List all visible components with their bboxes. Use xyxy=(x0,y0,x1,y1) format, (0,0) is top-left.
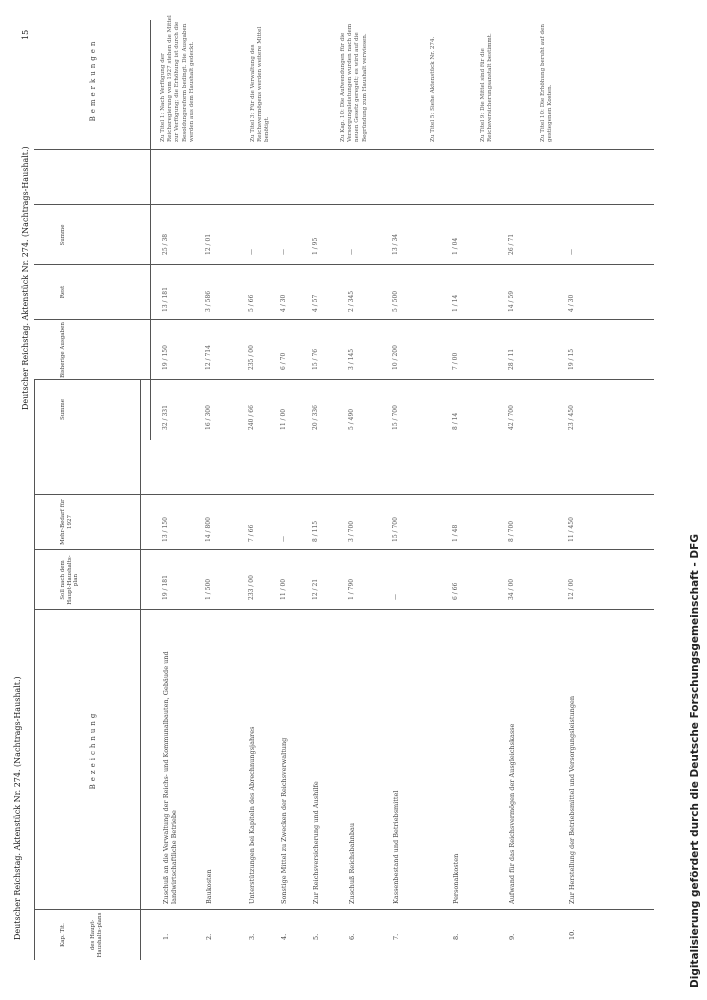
remark-text: Zu Titel 5: Siehe Aktenstück Nr. 274. xyxy=(430,36,436,142)
row-rest: 4 / 30 xyxy=(280,294,287,312)
row-rest: 5 / 66 xyxy=(248,294,255,312)
remark-text: Zu Titel 9: Die Mittel sind für die Reichsversicherungsanstalt bestimmt. xyxy=(480,33,494,142)
row-zahl: 13 / 34 xyxy=(392,233,399,255)
row-label: Unterstützungen bei Kapiteln des Abrechnungsjahres xyxy=(248,726,256,904)
row-summe: 42 / 700 xyxy=(508,405,515,430)
col-divider xyxy=(34,149,654,150)
row-summe: 8 / 14 xyxy=(452,412,459,430)
row-summe: 20 / 336 xyxy=(312,405,319,430)
col-header-rest: Rest xyxy=(60,285,66,299)
row-number: 7. xyxy=(392,933,400,940)
col-header-nr: Kap. Tit. xyxy=(60,923,66,947)
remark-text: Zu Kap. 10: Die Aufwendungen für die Versorgungsleistungen wurden nach dem neuen Gesetz geregelt; es wird auf die Begründung zum Haushalt verwiesen. xyxy=(340,23,368,142)
col-header-bemerkungen: Bemerkungen xyxy=(89,38,97,122)
row-number: 2. xyxy=(205,933,213,940)
row-mehr: — xyxy=(280,536,287,542)
row-bisher: 7 / 00 xyxy=(452,352,459,370)
row-zahl: 1 / 04 xyxy=(452,237,459,255)
row-mehr: 7 / 66 xyxy=(248,524,255,542)
row-bisher: 6 / 70 xyxy=(280,352,287,370)
row-bisher: 10 / 200 xyxy=(392,345,399,370)
row-soll: — xyxy=(392,594,399,600)
row-rest: 4 / 30 xyxy=(568,294,575,312)
row-rest: 1 / 14 xyxy=(452,294,459,312)
page-header-right: Deutscher Reichstag. Aktenstück Nr. 274. (Nachtrags-Haushalt.) xyxy=(21,146,30,410)
row-soll: 19 / 181 xyxy=(162,575,169,600)
row-summe: 5 / 490 xyxy=(348,408,355,430)
row-zahl: — xyxy=(568,249,575,255)
row-bisher: 15 / 76 xyxy=(312,348,319,370)
row-soll: 1 / 500 xyxy=(205,578,212,600)
row-bisher: 28 / 11 xyxy=(508,348,515,370)
row-zahl: 26 / 71 xyxy=(508,233,515,255)
row-label: Zuschuß an die Verwaltung der Reichs- und Kommunalbauten, Gebäude und landwirtschaftliche Betriebe xyxy=(162,651,178,904)
row-number: 5. xyxy=(312,933,320,940)
row-label: Kassenbestand und Betriebsmittel xyxy=(392,790,400,904)
row-label: Personalkosten xyxy=(452,853,460,904)
remark-text: Zu Titel 1: Nach Verfügung der Reichsregierung vom 1927 stehen die Mittel zur Verfügung; die Erhöhung ist durch die Besoldungsreform bedingt. Die Ausgaben werden aus dem Haushalt gedeckt. xyxy=(160,15,195,142)
row-rest: 3 / 586 xyxy=(205,290,212,312)
row-summe: 23 / 450 xyxy=(568,405,575,430)
row-bisher: 19 / 15 xyxy=(568,348,575,370)
page-number: 15 xyxy=(21,29,30,40)
watermark-text xyxy=(686,8,704,992)
row-mehr: 1 / 48 xyxy=(452,524,459,542)
row-mehr: 15 / 700 xyxy=(392,517,399,542)
remark-text: Zu Titel 3: Für die Verwaltung des Reichsvermögens werden weitere Mittel benötigt. xyxy=(250,26,271,142)
page-header-left: Deutscher Reichstag. Aktenstück Nr. 274. (Nachtrags-Haushalt.) xyxy=(13,676,22,940)
row-label: Aufwand für das Reichsvermögen der Ausgleichskasse xyxy=(508,723,516,904)
row-rest: 2 / 345 xyxy=(348,290,355,312)
row-zahl: 25 / 38 xyxy=(162,233,169,255)
row-bisher: 12 / 714 xyxy=(205,345,212,370)
watermark-label: Digitalisierung gefördert durch die Deutsche Forschungsgemeinschaft - DFG xyxy=(689,534,701,988)
row-mehr: 14 / 800 xyxy=(205,517,212,542)
row-number: 1. xyxy=(162,933,170,940)
col-divider xyxy=(34,204,654,205)
col-header-mehr: Mehr-Bedarf für 1927 xyxy=(60,499,73,545)
row-mehr: 8 / 700 xyxy=(508,520,515,542)
row-bisher: 3 / 145 xyxy=(348,348,355,370)
row-summe: 32 / 331 xyxy=(162,405,169,430)
row-rest: 5 / 500 xyxy=(392,290,399,312)
col-header-summe-2: Summe xyxy=(60,224,66,246)
row-zahl: — xyxy=(280,249,287,255)
row-soll: 12 / 21 xyxy=(312,578,319,600)
row-zahl: — xyxy=(348,249,355,255)
table-top-rule xyxy=(34,380,35,960)
row-number: 8. xyxy=(452,933,460,940)
row-summe: 16 / 300 xyxy=(205,405,212,430)
col-divider xyxy=(34,494,654,495)
row-number: 10. xyxy=(568,929,576,940)
row-soll: 6 / 66 xyxy=(452,582,459,600)
col-divider xyxy=(34,909,654,910)
watermark-strip xyxy=(686,8,704,992)
col-divider xyxy=(34,319,654,320)
row-number: 9. xyxy=(508,933,516,940)
col-divider xyxy=(34,609,654,610)
row-soll: 11 / 00 xyxy=(280,578,287,600)
row-soll: 1 / 790 xyxy=(348,578,355,600)
row-bisher: 19 / 150 xyxy=(162,345,169,370)
row-summe: 11 / 00 xyxy=(280,408,287,430)
row-label: Zur Reichsversicherung und Aushilfe xyxy=(312,781,320,904)
row-number: 6. xyxy=(348,933,356,940)
col-header-summe: Summe xyxy=(60,399,66,420)
row-zahl: — xyxy=(248,249,255,255)
row-zahl: 12 / 01 xyxy=(205,233,212,255)
row-zahl: 1 / 95 xyxy=(312,237,319,255)
row-bisher: 235 / 00 xyxy=(248,345,255,370)
col-header-nr-sub: des Haupt-Haushalts-plans xyxy=(90,912,103,958)
remark-text: Zu Titel 10: Die Erhöhung beruht auf den gestiegenen Kosten. xyxy=(540,23,554,142)
row-soll: 233 / 00 xyxy=(248,575,255,600)
row-summe: 15 / 700 xyxy=(392,405,399,430)
row-label: Zur Herstellung der Betriebsmittel und Versorgungsleistungen xyxy=(568,695,576,904)
col-header-bisher: Bisherige Ausgaben xyxy=(60,322,66,378)
row-rest: 14 / 59 xyxy=(508,290,515,312)
row-summe: 240 / 66 xyxy=(248,405,255,430)
row-label: Sonstige Mittel zu Zwecken der Reichsverwaltung xyxy=(280,737,288,904)
row-number: 3. xyxy=(248,933,256,940)
col-divider xyxy=(34,264,654,265)
row-mehr: 13 / 150 xyxy=(162,517,169,542)
col-divider xyxy=(34,379,654,380)
row-label: Baukosten xyxy=(205,869,213,904)
row-soll: 12 / 00 xyxy=(568,578,575,600)
row-soll: 34 / 00 xyxy=(508,578,515,600)
row-number: 4. xyxy=(280,933,288,940)
row-rest: 13 / 181 xyxy=(162,287,169,312)
table-header-rule-right xyxy=(150,20,151,440)
table-header-rule xyxy=(140,380,141,960)
row-rest: 4 / 57 xyxy=(312,294,319,312)
row-label: Zuschuß Reichsbahnbau xyxy=(348,822,356,904)
row-mehr: 11 / 450 xyxy=(568,517,575,542)
col-divider xyxy=(34,549,654,550)
col-header-soll: Soll nach dem Haupt-Haushalts-plan xyxy=(60,555,79,605)
col-header-bezeichnung: Bezeichnung xyxy=(89,710,97,790)
row-mehr: 8 / 115 xyxy=(312,520,319,542)
row-mehr: 3 / 700 xyxy=(348,520,355,542)
